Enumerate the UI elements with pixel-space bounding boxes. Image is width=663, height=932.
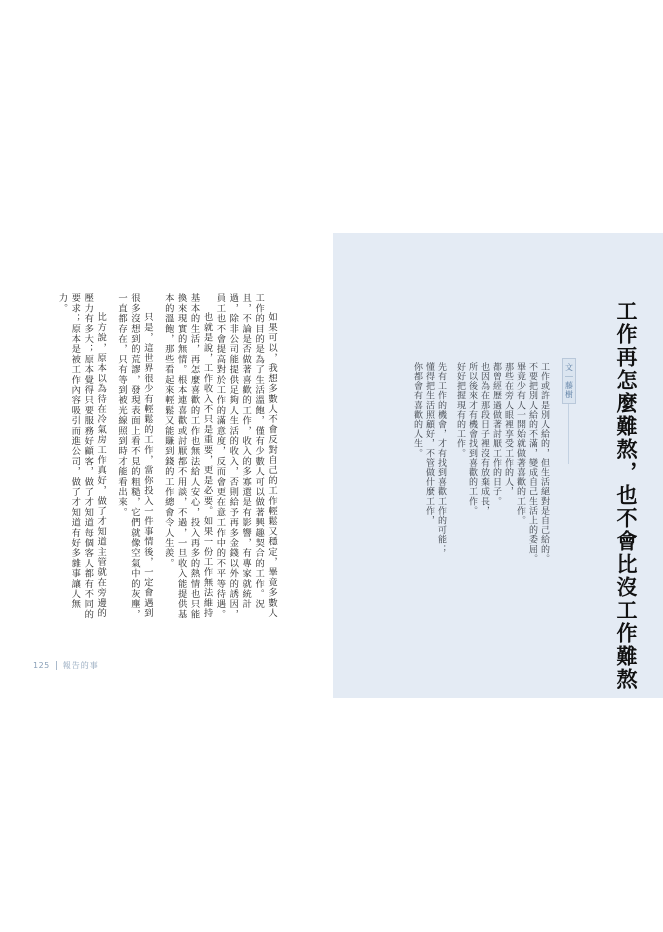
intro-line: 所以後來才有機會找到喜歡的工作。	[467, 362, 477, 516]
intro-line: 那些在旁人眼裡享受工作的人，	[503, 362, 513, 497]
folio	[33, 660, 99, 671]
intro-line: 先有工作的機會，才有找到喜歡工作的可能；	[436, 362, 446, 554]
intro-line: 工作或許是別人給的，但生活絕對是自己給的。	[539, 362, 549, 564]
article-headline: 工作再怎麼難熬，也不會比沒工作難熬	[614, 300, 639, 691]
intro-line: 都曾經歷過做著討厭工作的日子。	[491, 362, 501, 506]
section-title: 報告的事	[62, 661, 99, 670]
intro-line: 懂得把生活照顧好，不管做什麼工作，	[424, 362, 434, 526]
author-divider	[568, 404, 569, 464]
body-paragraph: 也就是說，工作收入不只是重要，更是必要。如果一份工作無法維持基本的生活，再怎麼喜歡的工作也無法給人安心，投入再多的熱情也只能換來現實的無情。根本連喜歡或討厭都不用談，不過，一旦收入能提供基本的溫飽，那些看起來輕鬆又能賺到錢的工作總會令人生羨。	[162, 293, 213, 620]
intro-line: 畢竟少有人一開始就做著喜歡的工作。	[515, 362, 525, 526]
body-paragraph: 比方說，原本以為待在冷氣房工作真好，做了才知道主管就在旁邊的壓力有多大；原本覺得只要服務好顧客，做了才知道每個客人都有不同的要求；原本是被工作內容吸引而進公司，做了才知道有好多雜事讓人無力。	[56, 293, 107, 620]
intro-line: 好好把握現有的工作。	[455, 362, 465, 458]
body-paragraph: 如果可以，我想多數人不會反對自己的工作輕鬆又穩定，畢竟多數人工作的目的是為了生活溫飽，僅有少數人可以做著興趣契合的工作。況且，不論是否做著喜歡的工作，收入的多寡還是有影響，有專家就統計過，除非公司能提供足夠人生活的收入，否則給予再多金錢以外的誘因，員工也不會提高對於工作的滿意度，反而會更在意工作中的不平等待遇。	[214, 293, 277, 620]
page-number: 125	[33, 661, 50, 670]
folio-divider	[56, 661, 57, 670]
body-text	[45, 293, 277, 623]
intro-line: 也因為在那段日子裡沒有放棄成長，	[479, 362, 489, 516]
intro-text	[398, 362, 550, 602]
author-tag: 文｜藤樹	[562, 358, 576, 404]
body-paragraph: 只是，這世界很少有輕鬆的工作，當你投入一件事情後，一定會遇到很多沒想到的荒謬，發現表面上看不見的粗糙，它們就像空氣中的灰塵，一直都存在，只有等到被光線照到時才能看出來。	[116, 293, 153, 620]
intro-line: 你都會有喜歡的人生。	[412, 362, 422, 458]
intro-line: 不要把別人給的不滿，變成自己生活上的委屈。	[527, 362, 537, 564]
